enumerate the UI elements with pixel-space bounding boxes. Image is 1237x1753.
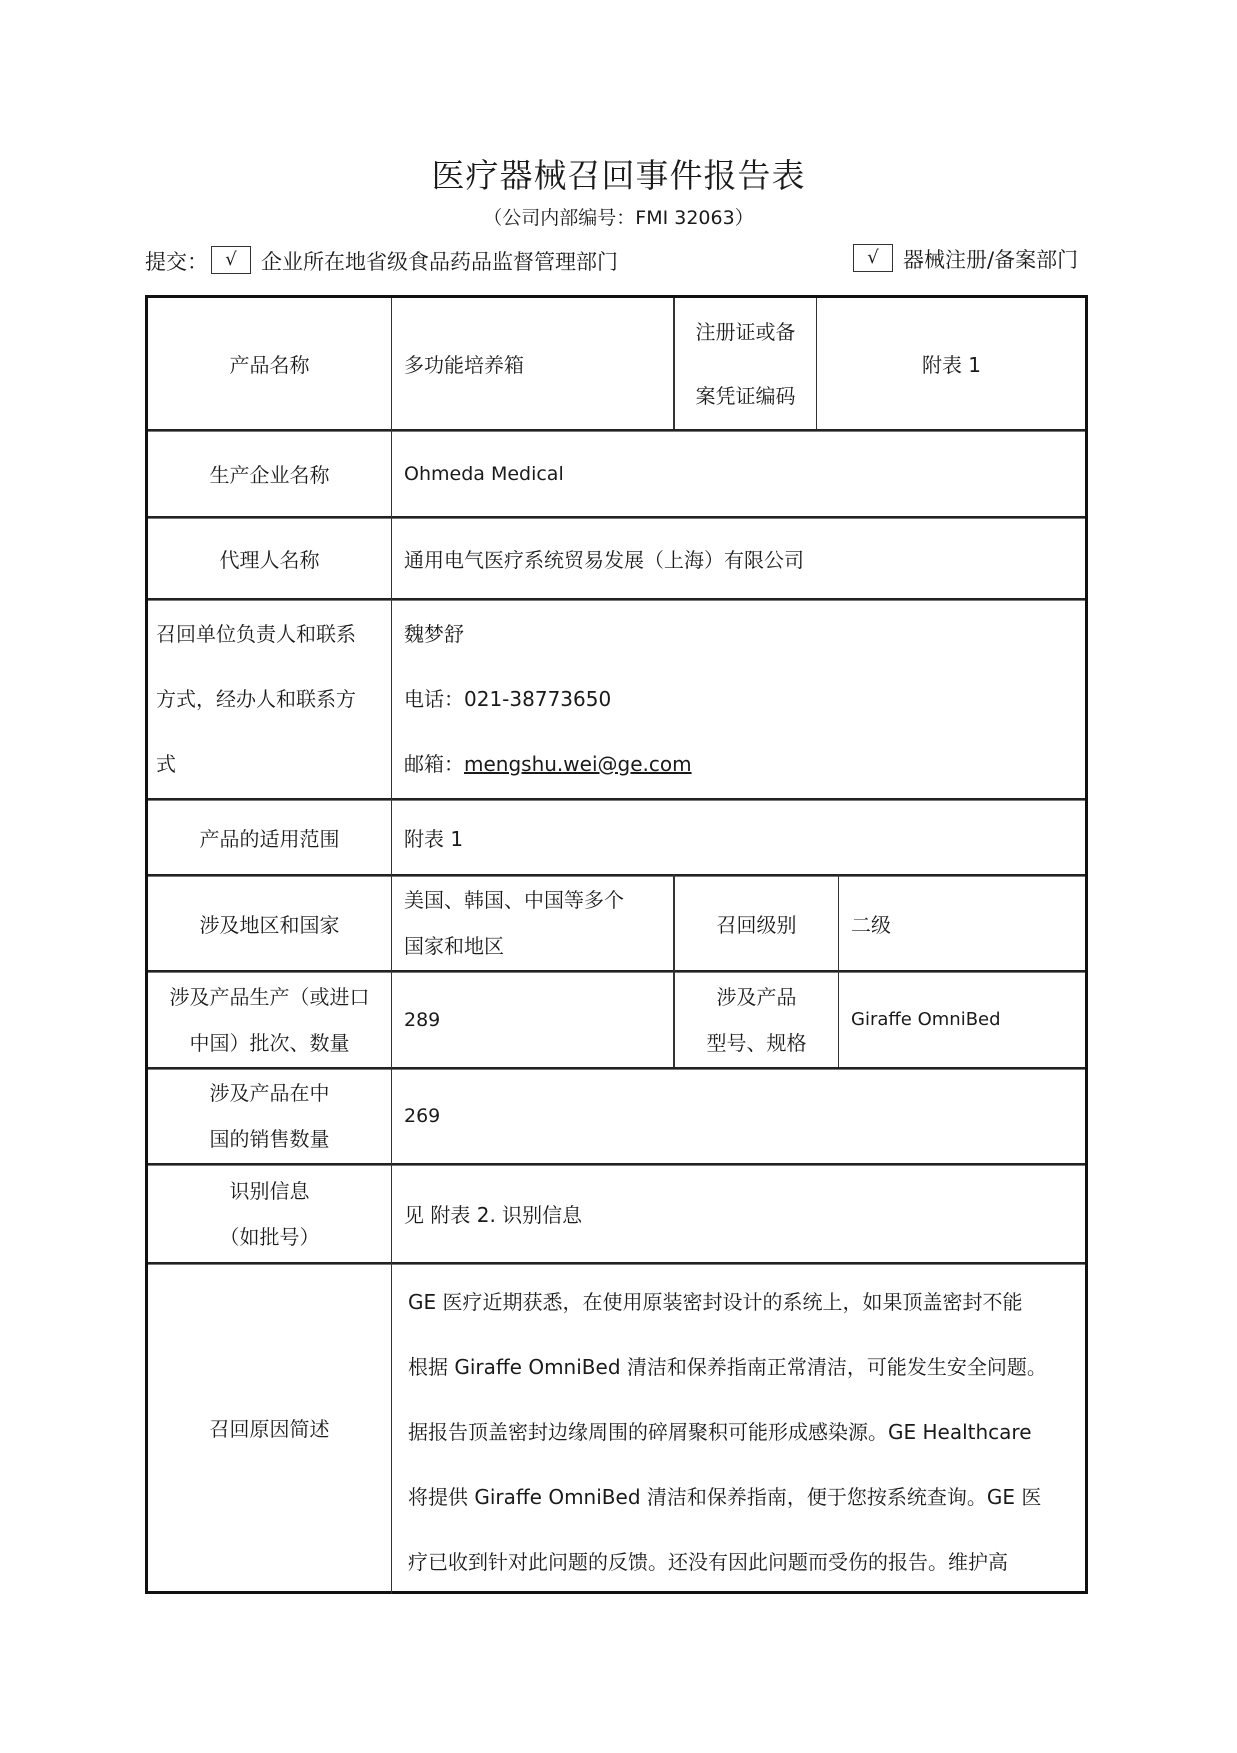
submit-section bbox=[145, 246, 1088, 276]
contact-email-row bbox=[404, 732, 692, 797]
registration-label-line2: 案凭证编码 bbox=[695, 383, 796, 408]
batches-value: 289 bbox=[404, 1008, 441, 1031]
contact-label-line2: 方式，经办人和联系方 bbox=[156, 686, 356, 711]
reason-line: 根据 Giraffe OmniBed 清洁和保养指南正常清洁，可能发生安全问题。 bbox=[408, 1355, 1047, 1379]
model-label bbox=[675, 972, 838, 1067]
model-value: Giraffe OmniBed bbox=[851, 1009, 1001, 1030]
contact-label-line3: 式 bbox=[156, 751, 176, 776]
checkbox-provincial-dept[interactable]: √ bbox=[211, 246, 251, 274]
recall-level-label: 召回级别 bbox=[716, 912, 797, 937]
regions-label: 涉及地区和国家 bbox=[199, 912, 340, 937]
manufacturer-value: Ohmeda Medical bbox=[404, 462, 564, 485]
contact-value bbox=[404, 600, 1084, 798]
scope-label: 产品的适用范围 bbox=[199, 826, 340, 851]
agent-value: 通用电气医疗系统贸易发展（上海）有限公司 bbox=[404, 547, 804, 572]
contact-email-link[interactable]: mengshu.wei@ge.com bbox=[464, 751, 692, 776]
product-name-value: 多功能培养箱 bbox=[404, 353, 524, 377]
regions-value-line2: 国家和地区 bbox=[404, 934, 504, 958]
batches-label-line1: 涉及产品生产（或进口 bbox=[169, 984, 370, 1009]
registration-label bbox=[675, 298, 816, 429]
internal-number: （公司内部编号：FMI 32063） bbox=[483, 207, 754, 229]
reason-line: 据报告顶盖密封边缘周围的碎屑聚积可能形成感染源。GE Healthcare bbox=[408, 1420, 1032, 1444]
china-sales-label bbox=[148, 1069, 391, 1163]
regions-value bbox=[404, 876, 673, 970]
registration-value: 附表 1 bbox=[921, 353, 982, 377]
identification-label bbox=[148, 1165, 391, 1262]
identification-label-line2: （如批号） bbox=[219, 1224, 320, 1249]
reason-line: GE 医疗近期获悉，在使用原装密封设计的系统上，如果顶盖密封不能 bbox=[408, 1290, 1023, 1314]
scope-value: 附表 1 bbox=[404, 826, 464, 851]
china-sales-value: 269 bbox=[404, 1105, 441, 1127]
contact-phone: 电话：021-38773650 bbox=[404, 686, 612, 711]
batches-label bbox=[148, 972, 391, 1067]
model-label-line2: 型号、规格 bbox=[706, 1030, 807, 1055]
reason-text bbox=[408, 1270, 1077, 1595]
reason-label: 召回原因简述 bbox=[209, 1417, 330, 1441]
contact-email-prefix: 邮箱： bbox=[404, 751, 464, 776]
model-label-line1: 涉及产品 bbox=[716, 984, 797, 1009]
reason-line: 将提供 Giraffe OmniBed 清洁和保养指南，便于您按系统查询。GE 医 bbox=[408, 1485, 1042, 1509]
product-name-label: 产品名称 bbox=[229, 353, 310, 377]
agent-label: 代理人名称 bbox=[219, 547, 320, 572]
reason-line: 疗已收到针对此问题的反馈。还没有因此问题而受伤的报告。维护高 bbox=[408, 1550, 1008, 1574]
checkbox-registration-dept-label: 器械注册/备案部门 bbox=[903, 248, 1079, 272]
registration-label-line1: 注册证或备 bbox=[695, 319, 796, 344]
manufacturer-label: 生产企业名称 bbox=[209, 463, 330, 487]
page-title: 医疗器械召回事件报告表 bbox=[431, 156, 806, 195]
contact-label-line1: 召回单位负责人和联系 bbox=[156, 621, 356, 646]
recall-level-value: 二级 bbox=[851, 912, 891, 937]
china-sales-label-line2: 国的销售数量 bbox=[209, 1127, 330, 1151]
contact-label bbox=[156, 600, 391, 798]
contact-name: 魏梦舒 bbox=[404, 621, 464, 646]
checkbox-provincial-dept-label: 企业所在地省级食品药品监督管理部门 bbox=[261, 250, 618, 274]
china-sales-label-line1: 涉及产品在中 bbox=[209, 1081, 330, 1105]
batches-label-line2: 中国）批次、数量 bbox=[189, 1030, 350, 1055]
submit-label: 提交： bbox=[145, 250, 208, 274]
identification-label-line1: 识别信息 bbox=[229, 1178, 310, 1203]
checkbox-registration-dept[interactable]: √ bbox=[853, 244, 893, 272]
recall-report-table bbox=[145, 295, 1088, 1594]
identification-value: 见 附表 2. 识别信息 bbox=[404, 1203, 583, 1227]
regions-value-line1: 美国、韩国、中国等多个 bbox=[404, 888, 624, 912]
